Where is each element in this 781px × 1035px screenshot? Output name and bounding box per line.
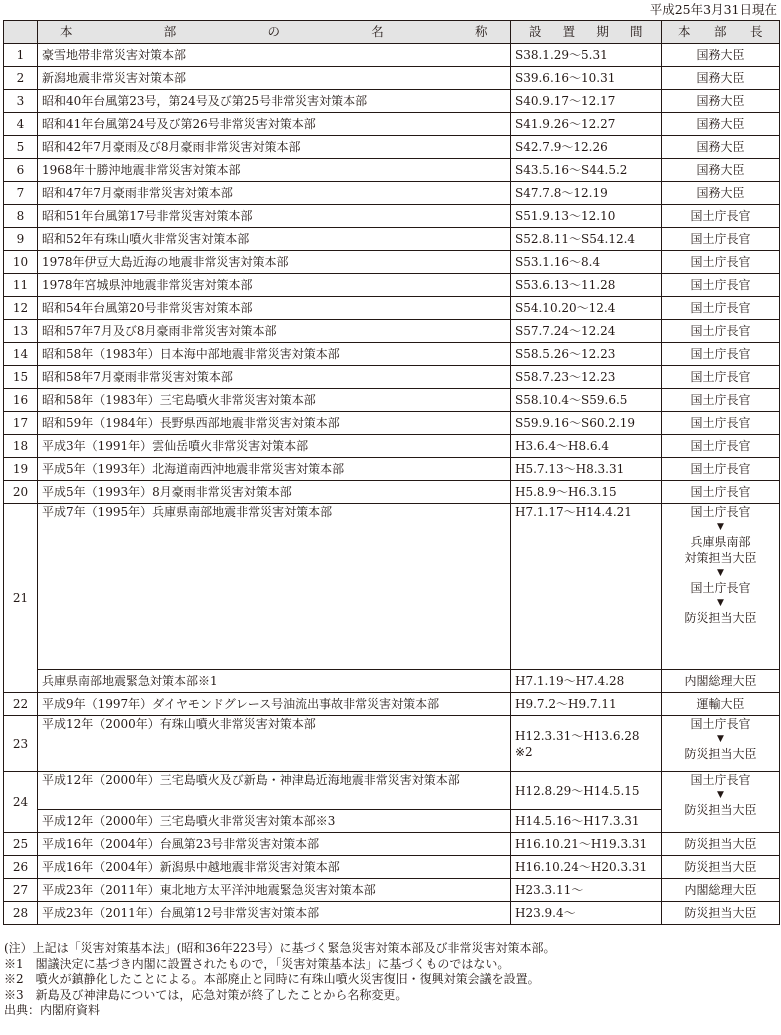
header-name-char: 称 — [474, 24, 488, 39]
row-period: S58.7.23～12.23 — [511, 366, 662, 389]
row-head: 国土庁長官 — [662, 274, 780, 297]
head-chain-item: 防災担当大臣 — [684, 611, 757, 625]
row-head: 国土庁長官 — [662, 320, 780, 343]
row-period: H7.1.17～H14.4.21 — [511, 504, 662, 670]
table-row — [4, 833, 780, 856]
table-row — [4, 856, 780, 879]
row-period: S59.9.16～S60.2.19 — [511, 412, 662, 435]
row-period-note: ※2 — [515, 744, 533, 759]
head-chain-item: 防災担当大臣 — [684, 747, 757, 761]
row-no: 15 — [4, 366, 38, 389]
head-chain-item: 対策担当大臣 — [684, 551, 757, 565]
row-name: 平成9年（1997年）ダイヤモンドグレース号油流出事故非常災害対策本部 — [38, 693, 511, 716]
row-period: H5.7.13～H8.3.31 — [511, 458, 662, 481]
row-period: S54.10.20～12.4 — [511, 297, 662, 320]
table-row — [4, 274, 780, 297]
row-head: 国土庁長官 — [662, 481, 780, 504]
down-arrow-icon: ▼ — [717, 734, 724, 744]
header-period — [511, 21, 662, 44]
head-chain-item: 国土庁長官 — [690, 773, 751, 787]
row-no: 19 — [4, 458, 38, 481]
row-period: H12.8.29～H14.5.15 — [511, 772, 662, 810]
row-period: S42.7.9～12.26 — [511, 136, 662, 159]
row-head: 防災担当大臣 — [662, 833, 780, 856]
table-row — [4, 412, 780, 435]
down-arrow-icon: ▼ — [717, 568, 724, 578]
source-note: 出典：内閣府資料 — [4, 1003, 101, 1018]
row-no: 10 — [4, 251, 38, 274]
row-no: 25 — [4, 833, 38, 856]
row-no: 2 — [4, 67, 38, 90]
row-name: 平成16年（2004年）新潟県中越地震非常災害対策本部 — [38, 856, 511, 879]
row-name: 1978年宮城県沖地震非常災害対策本部 — [38, 274, 511, 297]
row-no: 9 — [4, 228, 38, 251]
row-name: 昭和58年（1983年）日本海中部地震非常災害対策本部 — [38, 343, 511, 366]
row-head-chain — [662, 772, 780, 833]
table-row — [4, 366, 780, 389]
down-arrow-icon: ▼ — [717, 598, 724, 608]
row-no: 11 — [4, 274, 38, 297]
header-name-char: 本 — [60, 24, 74, 39]
table-header-row — [4, 21, 780, 44]
row-head: 国土庁長官 — [662, 389, 780, 412]
header-head-char: 部 — [713, 24, 727, 39]
row-no: 8 — [4, 205, 38, 228]
row-name: 平成23年（2011年）東北地方太平洋沖地震緊急災害対策本部 — [38, 879, 511, 902]
row-period: H7.1.19～H7.4.28 — [511, 670, 662, 693]
row-name: 平成5年（1993年）8月豪雨非常災害対策本部 — [38, 481, 511, 504]
row-name: 平成3年（1991年）雲仙岳噴火非常災害対策本部 — [38, 435, 511, 458]
table-row — [4, 343, 780, 366]
row-head: 内閣総理大臣 — [662, 879, 780, 902]
row-no: 14 — [4, 343, 38, 366]
table-row — [4, 182, 780, 205]
header-name-char: 名 — [371, 24, 385, 39]
note-general: (注）上記は「災害対策基本法」(昭和36年223号）に基づく緊急災害対策本部及び非常災害対策本部。 — [4, 941, 556, 955]
table-row-22 — [4, 693, 780, 716]
row-head: 内閣総理大臣 — [662, 670, 780, 693]
row-period: S53.1.16～8.4 — [511, 251, 662, 274]
table-row — [4, 90, 780, 113]
row-head: 国土庁長官 — [662, 343, 780, 366]
header-period-char: 間 — [629, 24, 643, 39]
row-name: 平成16年（2004年）台風第23号非常災害対策本部 — [38, 833, 511, 856]
table-row — [4, 113, 780, 136]
row-no: 17 — [4, 412, 38, 435]
note-3: ※3 新島及び神津島については，応急対策が終了したことから名称変更。 — [4, 987, 408, 1002]
table-row — [4, 389, 780, 412]
row-head: 国土庁長官 — [662, 205, 780, 228]
row-period: H9.7.2～H9.7.11 — [511, 693, 662, 716]
head-chain-item: 国土庁長官 — [690, 717, 751, 731]
head-chain-item: 国土庁長官 — [690, 505, 751, 519]
row-no: 24 — [4, 772, 38, 833]
head-chain-item: 国土庁長官 — [690, 581, 751, 595]
row-period: H23.3.11～ — [511, 879, 662, 902]
row-no: 18 — [4, 435, 38, 458]
row-no: 23 — [4, 716, 38, 772]
table-row — [4, 435, 780, 458]
row-period — [511, 716, 662, 772]
row-name: 昭和57年7月及び8月豪雨非常災害対策本部 — [38, 320, 511, 343]
header-name-char: 部 — [163, 24, 177, 39]
table-row — [4, 136, 780, 159]
row-head: 国土庁長官 — [662, 435, 780, 458]
row-no: 20 — [4, 481, 38, 504]
row-head: 国務大臣 — [662, 44, 780, 67]
row-period: S51.9.13～12.10 — [511, 205, 662, 228]
row-head: 防災担当大臣 — [662, 856, 780, 879]
row-head: 国務大臣 — [662, 113, 780, 136]
row-no: 12 — [4, 297, 38, 320]
table-row-21b — [4, 670, 780, 693]
row-head: 国土庁長官 — [662, 297, 780, 320]
row-name: 昭和59年（1984年）長野県西部地震非常災害対策本部 — [38, 412, 511, 435]
note-2: ※2 噴火が鎮静化したことによる。本部廃止と同時に有珠山噴火災害復旧・復興対策会議を設置。 — [4, 972, 540, 987]
row-period: H14.5.16～H17.3.31 — [511, 810, 662, 833]
table-row-24a — [4, 772, 780, 810]
row-head: 国務大臣 — [662, 182, 780, 205]
note-1: ※1 閣議決定に基づき内閣に設置されたもので，「災害対策基本法」に基づくものではない。 — [4, 956, 510, 971]
row-head: 国土庁長官 — [662, 228, 780, 251]
row-name: 昭和58年7月豪雨非常災害対策本部 — [38, 366, 511, 389]
head-chain-item: 防災担当大臣 — [684, 803, 757, 817]
header-head — [662, 21, 780, 44]
row-head: 防災担当大臣 — [662, 902, 780, 925]
row-head: 国務大臣 — [662, 67, 780, 90]
row-head-chain — [662, 716, 780, 772]
table-row — [4, 458, 780, 481]
row-period: H3.6.4～H8.6.4 — [511, 435, 662, 458]
row-period: S58.5.26～12.23 — [511, 343, 662, 366]
row-name: 平成5年（1993年）北海道南西沖地震非常災害対策本部 — [38, 458, 511, 481]
header-head-char: 長 — [749, 24, 763, 39]
header-period-char: 設 — [529, 24, 543, 39]
row-name: 昭和51年台風第17号非常災害対策本部 — [38, 205, 511, 228]
row-name: 平成23年（2011年）台風第12号非常災害対策本部 — [38, 902, 511, 925]
row-no: 16 — [4, 389, 38, 412]
as-of-date: 平成25年3月31日現在 — [649, 2, 777, 17]
row-name: 1978年伊豆大島近海の地震非常災害対策本部 — [38, 251, 511, 274]
row-name: 昭和42年7月豪雨及び8月豪雨非常災害対策本部 — [38, 136, 511, 159]
row-no: 5 — [4, 136, 38, 159]
header-period-char: 期 — [596, 24, 610, 39]
table-row-23 — [4, 716, 780, 772]
row-head: 国務大臣 — [662, 136, 780, 159]
row-name: 平成7年（1995年）兵庫県南部地震非常災害対策本部 — [38, 504, 511, 670]
row-head: 国土庁長官 — [662, 458, 780, 481]
row-period: S38.1.29～5.31 — [511, 44, 662, 67]
table-row-21a — [4, 504, 780, 670]
row-no: 21 — [4, 504, 38, 693]
row-period: S52.8.11～S54.12.4 — [511, 228, 662, 251]
row-period: S43.5.16～S44.5.2 — [511, 159, 662, 182]
row-no: 4 — [4, 113, 38, 136]
row-period: S47.7.8～12.19 — [511, 182, 662, 205]
row-name: 昭和54年台風第20号非常災害対策本部 — [38, 297, 511, 320]
row-no: 22 — [4, 693, 38, 716]
row-head: 国土庁長官 — [662, 412, 780, 435]
row-no: 27 — [4, 879, 38, 902]
row-period: H5.8.9～H6.3.15 — [511, 481, 662, 504]
table-row — [4, 297, 780, 320]
table-row — [4, 481, 780, 504]
down-arrow-icon: ▼ — [717, 790, 724, 800]
table-row — [4, 44, 780, 67]
row-no: 1 — [4, 44, 38, 67]
row-period: H23.9.4～ — [511, 902, 662, 925]
row-head: 国土庁長官 — [662, 366, 780, 389]
row-period: S40.9.17～12.17 — [511, 90, 662, 113]
row-no: 26 — [4, 856, 38, 879]
table-row — [4, 159, 780, 182]
table-row — [4, 251, 780, 274]
row-period-value: H12.3.31～H13.6.28 — [515, 728, 640, 743]
row-no: 6 — [4, 159, 38, 182]
row-period: S58.10.4～S59.6.5 — [511, 389, 662, 412]
row-head: 国務大臣 — [662, 90, 780, 113]
row-name: 豪雪地帯非常災害対策本部 — [38, 44, 511, 67]
footnotes — [4, 941, 556, 1019]
row-period: S53.6.13～11.28 — [511, 274, 662, 297]
table-row — [4, 67, 780, 90]
row-name: 新潟地震非常災害対策本部 — [38, 67, 511, 90]
row-head: 国土庁長官 — [662, 251, 780, 274]
header-period-char: 置 — [562, 24, 576, 39]
row-no: 7 — [4, 182, 38, 205]
row-period: S39.6.16～10.31 — [511, 67, 662, 90]
table-row — [4, 320, 780, 343]
row-head: 運輸大臣 — [662, 693, 780, 716]
row-name: 平成12年（2000年）三宅島噴火非常災害対策本部※3 — [38, 810, 511, 833]
table-row — [4, 205, 780, 228]
row-no: 28 — [4, 902, 38, 925]
row-no: 13 — [4, 320, 38, 343]
row-head-chain — [662, 504, 780, 670]
header-name-char: の — [267, 24, 281, 39]
header-head-char: 本 — [678, 24, 692, 39]
row-period: S41.9.26～12.27 — [511, 113, 662, 136]
row-no: 3 — [4, 90, 38, 113]
row-period: S57.7.24～12.24 — [511, 320, 662, 343]
row-period: H16.10.24～H20.3.31 — [511, 856, 662, 879]
header-no — [4, 21, 38, 44]
row-name: 昭和58年（1983年）三宅島噴火非常災害対策本部 — [38, 389, 511, 412]
down-arrow-icon: ▼ — [717, 522, 724, 532]
row-head: 国務大臣 — [662, 159, 780, 182]
headquarters-table — [3, 20, 780, 925]
row-name: 昭和41年台風第24号及び第26号非常災害対策本部 — [38, 113, 511, 136]
row-name: 兵庫県南部地震緊急対策本部※1 — [38, 670, 511, 693]
row-name: 平成12年（2000年）有珠山噴火非常災害対策本部 — [38, 716, 511, 772]
table-row — [4, 879, 780, 902]
table-row — [4, 228, 780, 251]
table-row — [4, 902, 780, 925]
row-name: 平成12年（2000年）三宅島噴火及び新島・神津島近海地震非常災害対策本部 — [38, 772, 511, 810]
head-chain-item: 兵庫県南部 — [690, 535, 751, 549]
row-name: 1968年十勝沖地震非常災害対策本部 — [38, 159, 511, 182]
row-name: 昭和47年7月豪雨非常災害対策本部 — [38, 182, 511, 205]
row-name: 昭和52年有珠山噴火非常災害対策本部 — [38, 228, 511, 251]
header-name — [38, 21, 511, 44]
row-period: H16.10.21～H19.3.31 — [511, 833, 662, 856]
row-name: 昭和40年台風第23号，第24号及び第25号非常災害対策本部 — [38, 90, 511, 113]
